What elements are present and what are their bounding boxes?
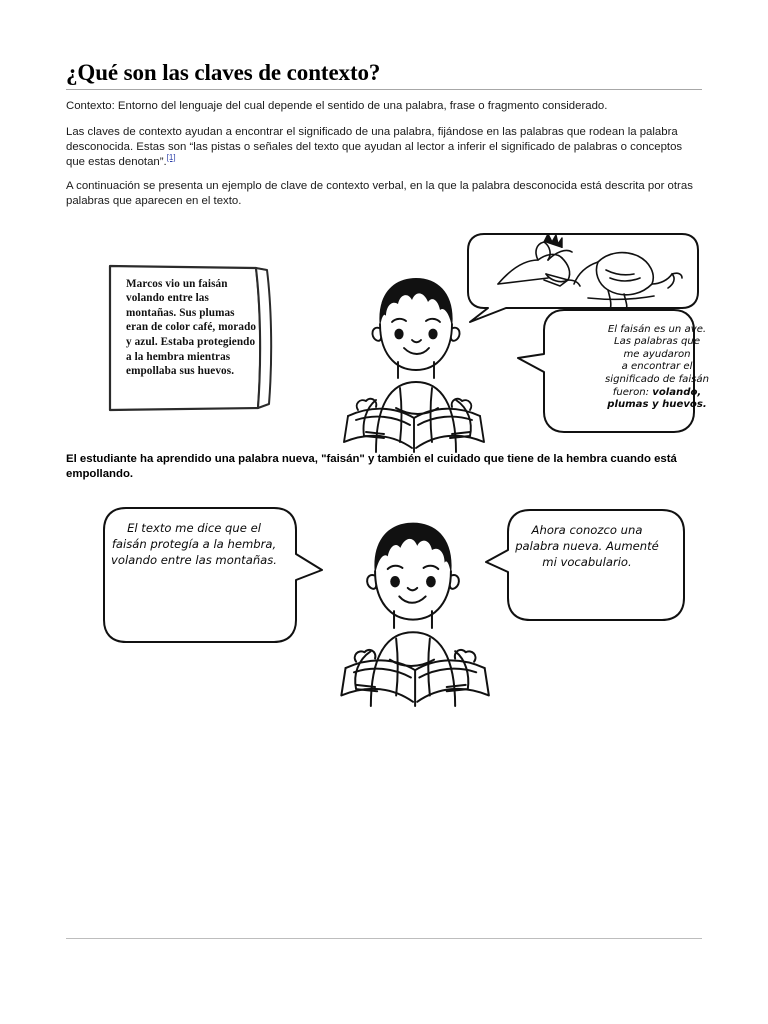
footer-divider [66,938,702,939]
paragraph-context-clues [66,125,702,171]
illustration-scene-two [66,498,702,716]
boy-reading-illustration-two [328,510,498,706]
explanation-line-6-prefix: fueron: [612,386,653,398]
paper-note [106,262,281,414]
citation-link-1[interactable]: [1] [166,153,176,163]
paragraph-context-clues-text: Las claves de contexto ayudan a encontrar el significado de una palabra, fijándose en las palabras que rodean la palabra desconocida. Estas son “las pistas o señales del texto que ayudan al lector a inferir el significado de palabras o conceptos que estas denotan”. [66,125,683,169]
explanation-line-7-bold: plumas y huevos. [607,399,707,411]
recall-bubble-text: El texto me dice que el faisán protegía a la hembra, volando entre las montañas. [111,520,277,568]
paragraph-context-definition: Contexto: Entorno del lenguaje del cual depende el sentido de una palabra, frase o fragmento considerado. [66,100,608,113]
boy-hair [379,278,452,328]
paper-note-text: Marcos vio un faisán volando entre las montañas. Sus plumas eran de color café, morado y azul. Estaba protegiendo a la hembra mientras empollaba sus huevos. [126,277,257,378]
document-content [66,60,709,716]
page-title: ¿Qué son las claves de contexto? [66,60,381,85]
paragraph-example-intro: A continuación se presenta un ejemplo de clave de contexto verbal, en la que la palabra desconocida está descrita por otras palabras que aparecen en el texto. [66,180,693,208]
boy-eye-right [428,328,437,339]
explanation-line-4: a encontrar el [621,361,693,373]
explanation-line-6-bold: volando, [652,386,702,398]
explanation-line-2: Las palabras que [613,336,701,348]
explanation-line-3: me ayudaron [623,348,691,360]
boy-eye-left [394,328,403,339]
knows-bubble-text: Ahora conozco una palabra nueva. Aumenté mi vocabulario. [515,522,659,570]
explanation-line-1: El faisán es un ave. [607,323,707,335]
scene-caption: El estudiante ha aprendido una palabra nueva, "faisán" y también el cuidado que tiene de la hembra cuando está empollando. [66,452,677,480]
explanation-bubble-text [582,324,732,412]
illustration-scene-one [66,224,709,452]
title-divider [66,89,702,90]
explanation-line-5: significado de faisán [605,374,709,386]
